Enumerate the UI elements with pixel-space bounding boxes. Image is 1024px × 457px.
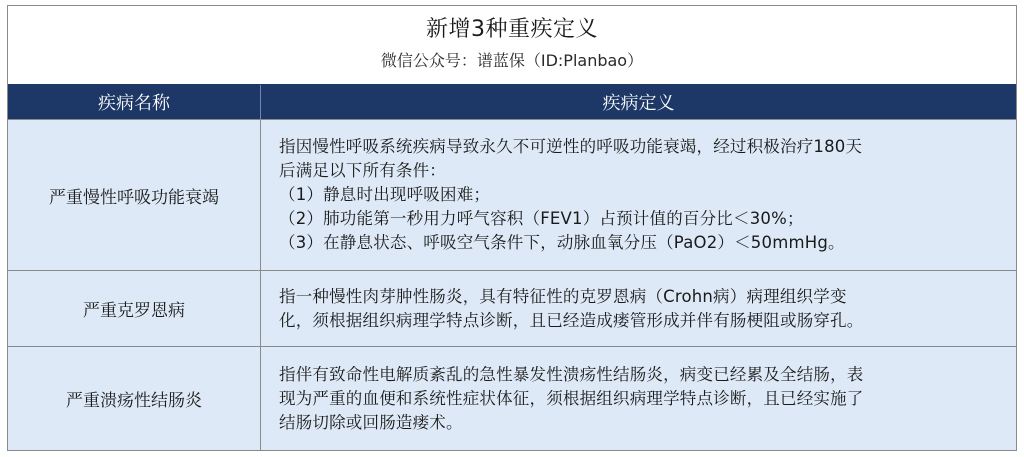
title-block [8, 6, 1016, 84]
definition-line: （1）静息时出现呼吸困难； [279, 185, 491, 204]
definition-line: 化，须根据组织病理学特点诊断，且已经造成瘘管形成并伴有肠梗阻或肠穿孔。 [279, 310, 864, 330]
page-title: 新增3种重疾定义 [426, 17, 598, 42]
definition-line: （2）肺功能第一秒用力呼气容积（FEV1）占预计值的百分比＜30%； [279, 209, 804, 228]
definition-line: 指因慢性呼吸系统疾病导致永久不可逆性的呼吸功能衰竭，经过积极治疗180天 [279, 137, 863, 156]
disease-definition-cell [261, 271, 1016, 346]
page-subtitle: 微信公众号：谱蓝保（ID:Planbao） [380, 51, 644, 70]
definition-line: （3）在静息状态、呼吸空气条件下，动脉血氧分压（PaO2）＜50mmHg。 [279, 233, 845, 252]
table-row [8, 346, 1016, 450]
header-disease-name: 疾病名称 [8, 85, 261, 119]
table-row [8, 270, 1016, 346]
definition-line: 现为严重的血便和系统性症状体征，须根据组织病理学特点诊断，且已经实施了 [279, 388, 864, 408]
table-row [8, 119, 1016, 270]
definition-line: 后满足以下所有条件： [279, 161, 446, 180]
definition-line: 结肠切除或回肠造瘘术。 [279, 412, 463, 432]
definition-line: 指一种慢性肉芽肿性肠炎，具有特征性的克罗恩病（Crohn病）病理组织学变 [279, 286, 847, 306]
table-header-row [8, 84, 1016, 119]
disease-name-cell: 严重溃疡性结肠炎 [8, 347, 261, 450]
header-disease-definition: 疾病定义 [602, 93, 675, 114]
disease-name-cell: 严重慢性呼吸功能衰竭 [8, 120, 261, 270]
disease-name-cell: 严重克罗恩病 [8, 271, 261, 346]
table-frame [7, 5, 1017, 451]
definition-line: 指伴有致命性电解质紊乱的急性暴发性溃疡性结肠炎，病变已经累及全结肠，表 [279, 364, 864, 384]
disease-definition-cell [261, 120, 1016, 270]
disease-definition-cell [261, 347, 1016, 450]
